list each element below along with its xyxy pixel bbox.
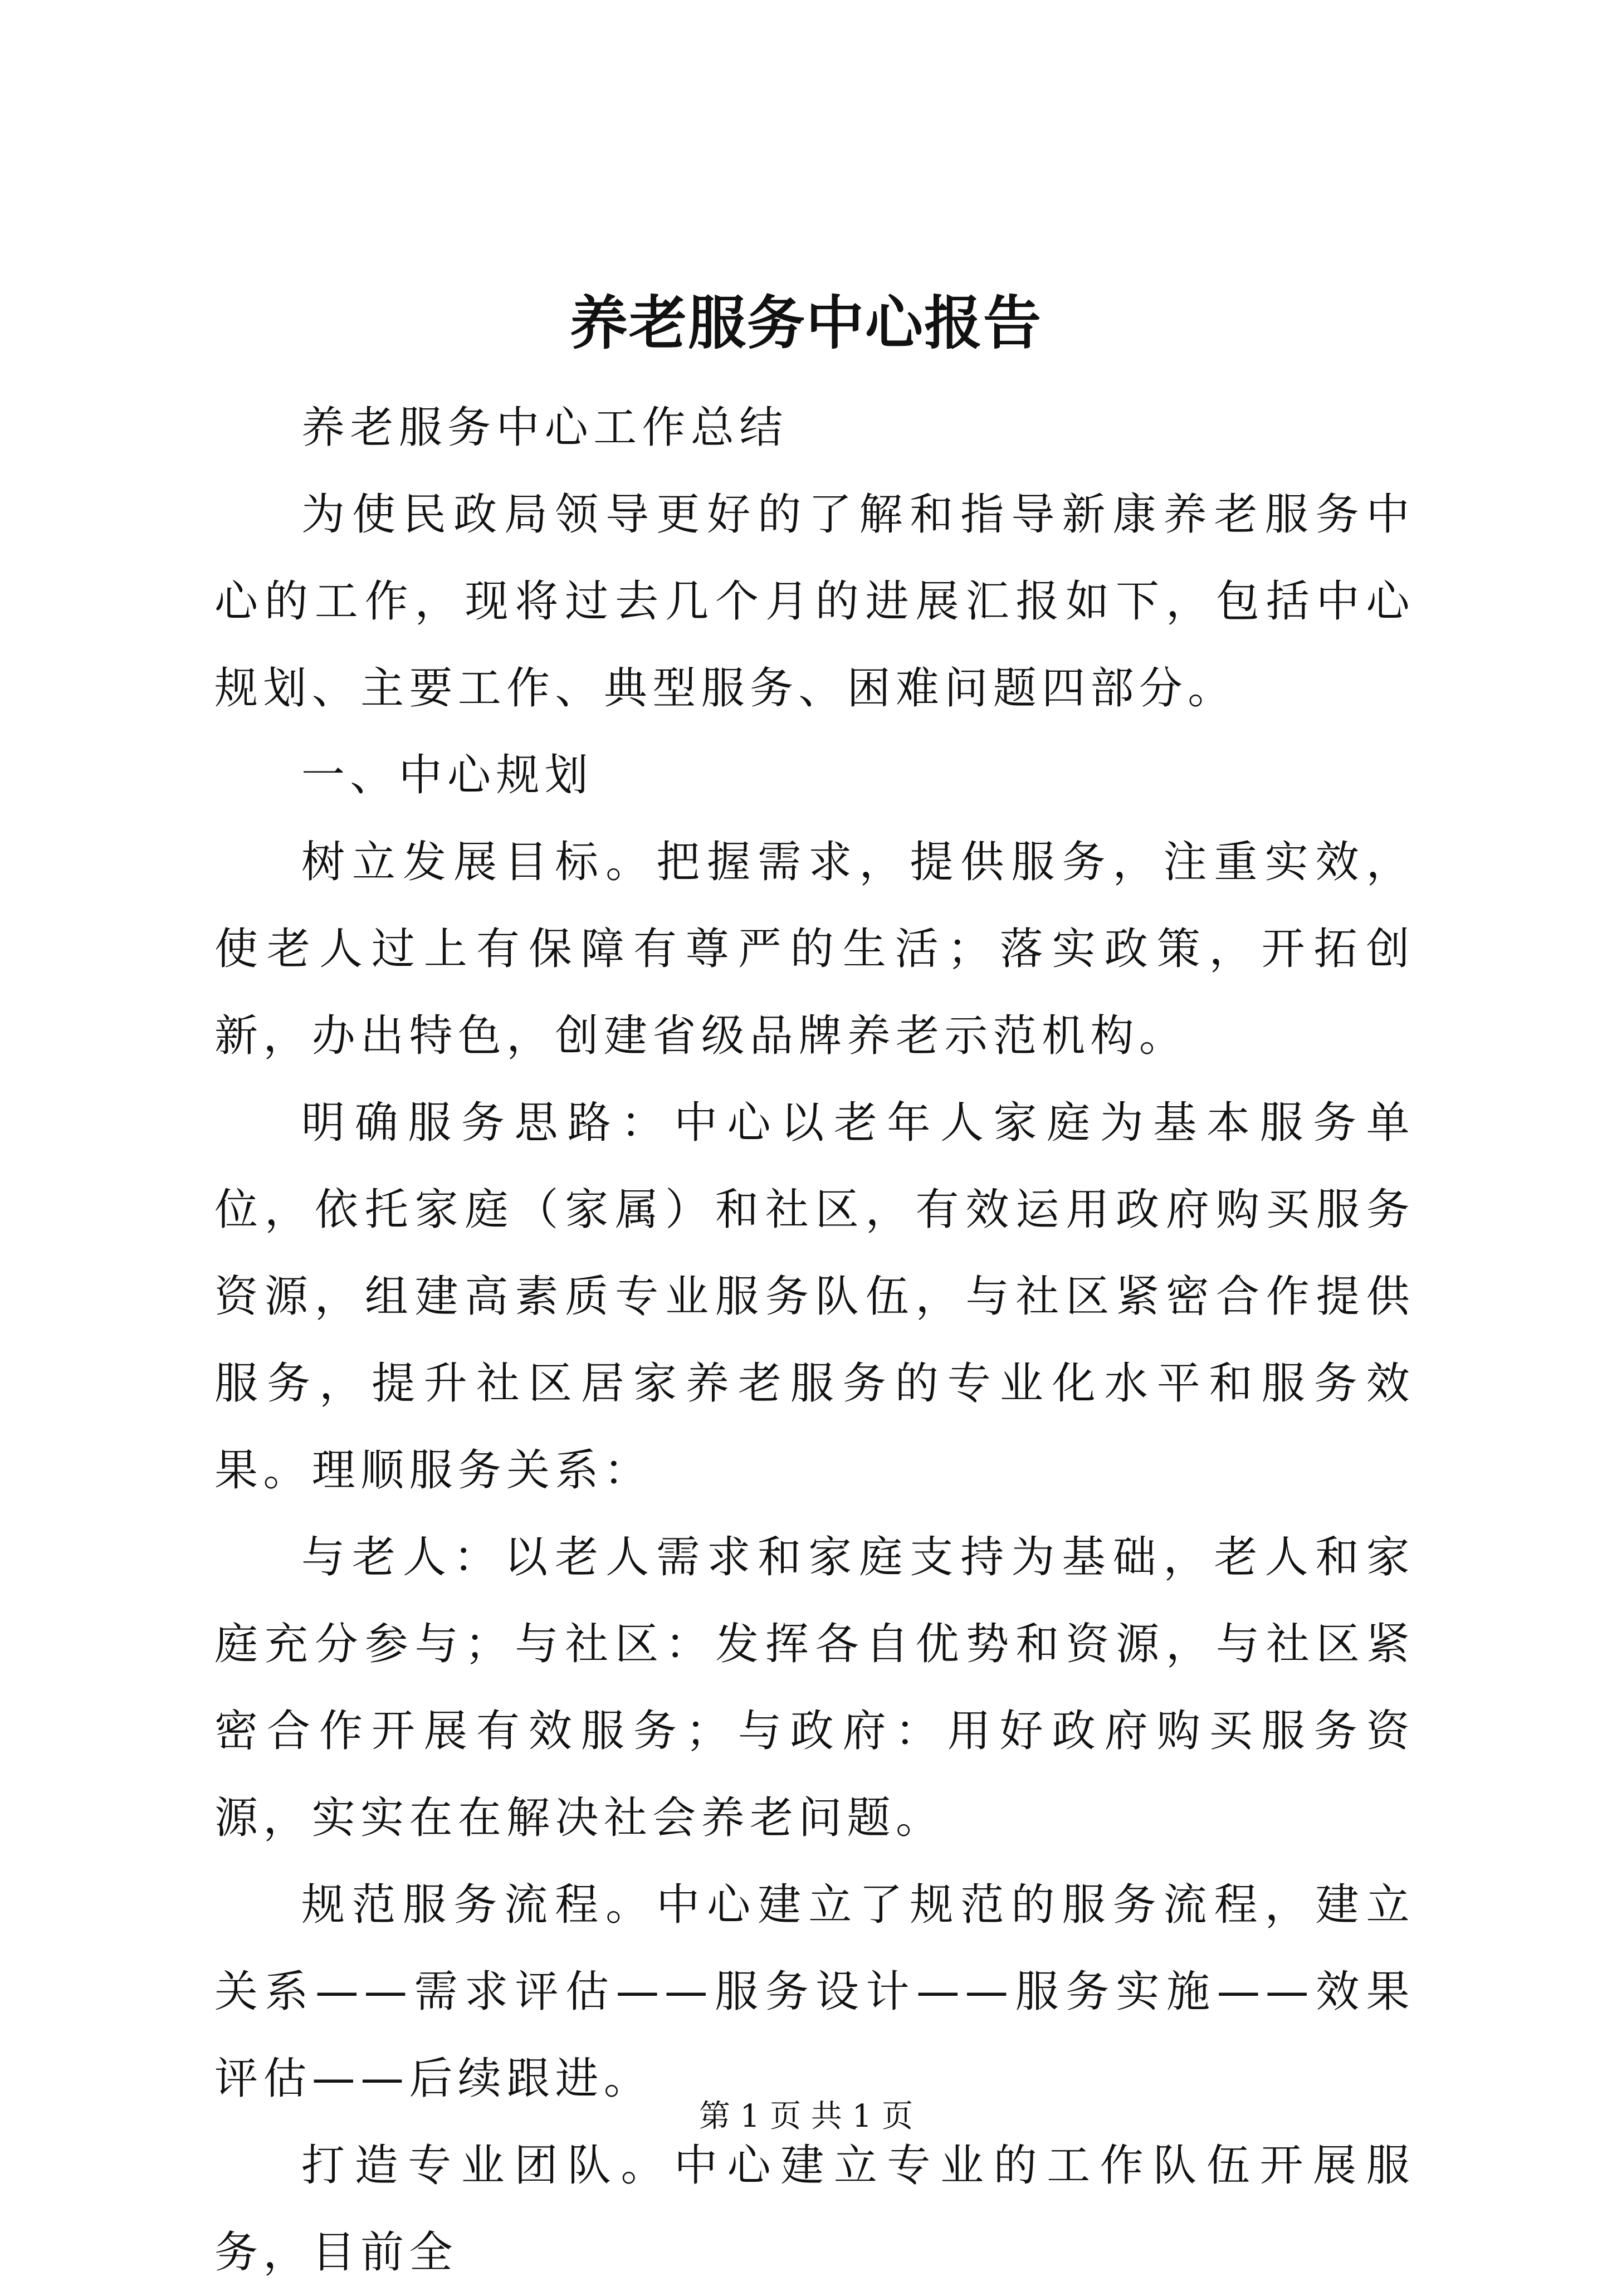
section-subtitle: 养老服务中心工作总结 bbox=[301, 403, 788, 453]
paragraph-service-process: 规范服务流程。中心建立了规范的服务流程，建立关系——需求评估——服务设计——服务实施——效果评估——后续跟进。 bbox=[214, 1880, 1415, 2104]
document-title: 养老服务中心报告 bbox=[569, 289, 1042, 357]
page-footer: 第 1 页 共 1 页 bbox=[698, 2098, 914, 2134]
intro-paragraph: 为使民政局领导更好的了解和指导新康养老服务中心的工作，现将过去几个月的进展汇报如下，包括中心规划、主要工作、典型服务、困难问题四部分。 bbox=[214, 490, 1415, 714]
paragraph-service-relations: 与老人：以老人需求和家庭支持为基础，老人和家庭充分参与；与社区：发挥各自优势和资源，与社区紧密合作开展有效服务；与政府：用好政府购买服务资源，实实在在解决社会养老问题。 bbox=[214, 1532, 1415, 1843]
paragraph-service-approach: 明确服务思路：中心以老年人家庭为基本服务单位，依托家庭（家属）和社区，有效运用政府购买服务资源，组建高素质专业服务队伍，与社区紧密合作提供服务，提升社区居家养老服务的专业化水平和服务效果。理顺服务关系： bbox=[214, 1098, 1415, 1496]
section-heading-planning: 一、中心规划 bbox=[301, 750, 594, 800]
paragraph-team: 打造专业团队。中心建立专业的工作队伍开展服务，目前全 bbox=[214, 2141, 1415, 2278]
paragraph-goals: 树立发展目标。把握需求，提供服务，注重实效，使老人过上有保障有尊严的生活；落实政策，开拓创新，办出特色，创建省级品牌养老示范机构。 bbox=[214, 837, 1415, 1061]
document-body bbox=[214, 384, 1415, 2296]
